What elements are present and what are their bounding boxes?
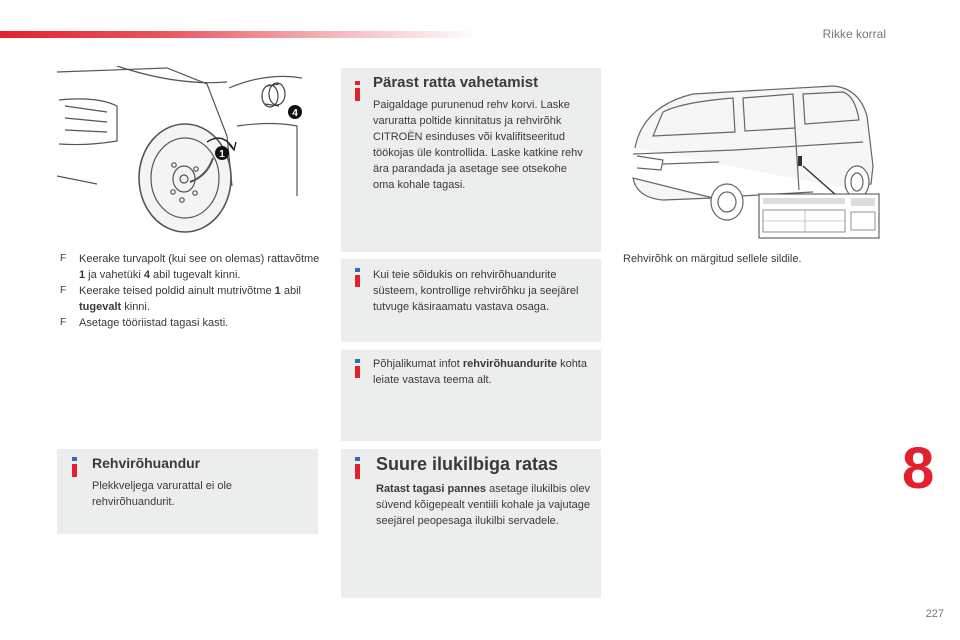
detection-note-box xyxy=(341,259,601,342)
detection-note-text: Kui teie sõidukis on rehvirõhuandurite süsteem, kontrollige rehvirõhku ja seejärel tutvuge käsiraamatu vastava osaga. xyxy=(373,269,579,313)
callout-4-label: 4 xyxy=(292,108,298,119)
hubcap-title: Suure ilukilbiga ratas xyxy=(376,454,559,474)
hubcap-text: Ratast tagasi pannes asetage ilukilbis olev süvend kõigepealt ventiili kohale ja vajutage seejärel peopesaga ilukilbi servadele. xyxy=(376,483,591,527)
section-title: Rikke korral xyxy=(822,27,886,41)
sensor-box xyxy=(57,449,318,534)
car-illustration xyxy=(623,66,885,241)
hubcap-box xyxy=(341,449,601,598)
after-change-text: Paigaldage purunenud rehv korvi. Laske varuratta poltide kinnitatus ja rehvirõhk CITROËN esinduses või kvalifitseeritud töökojas üle kontrollida. Laske katkine rehv ära parandada ja asetage see otsekohe oma kohale tagasi. xyxy=(373,99,583,191)
more-info-text: Põhjalikumat infot rehvirõhuandurite kohta leiate vastava teema alt. xyxy=(373,358,587,386)
wheel-drawing xyxy=(57,66,312,234)
sensor-text: Plekkveljega varurattal ei ole rehvirõhuandurit. xyxy=(92,480,233,508)
sensor-title: Rehvirõhuandur xyxy=(92,455,201,471)
after-change-title: Pärast ratta vahetamist xyxy=(373,74,539,91)
step-bullet: F xyxy=(60,253,67,264)
step-item: F Keerake teised poldid ainult mutrivõtme 1 abil tugevalt kinni. xyxy=(60,285,301,313)
tightening-steps xyxy=(60,251,320,331)
step-item: F Keerake turvapolt (kui see on olemas) rattavõtme 1 ja vahetüki 4 abil tugevalt kinni. xyxy=(60,253,320,281)
pressure-label-plate xyxy=(759,194,879,238)
step-bullet: F xyxy=(60,317,67,328)
wheel-illustration xyxy=(57,66,312,234)
step-bullet: F xyxy=(60,285,67,296)
page-number: 227 xyxy=(925,608,944,620)
door-label-marker xyxy=(798,156,802,166)
step-item: F Asetage tööriistad tagasi kasti. xyxy=(60,317,229,329)
header-accent-bar xyxy=(0,31,480,38)
callout-1-label: 1 xyxy=(219,149,225,160)
car-drawing xyxy=(623,66,885,241)
chapter-number: 8 xyxy=(902,436,935,501)
car-caption: Rehvirõhk on märgitud sellele sildile. xyxy=(623,253,802,265)
after-change-box xyxy=(341,68,601,252)
more-info-box xyxy=(341,350,601,441)
